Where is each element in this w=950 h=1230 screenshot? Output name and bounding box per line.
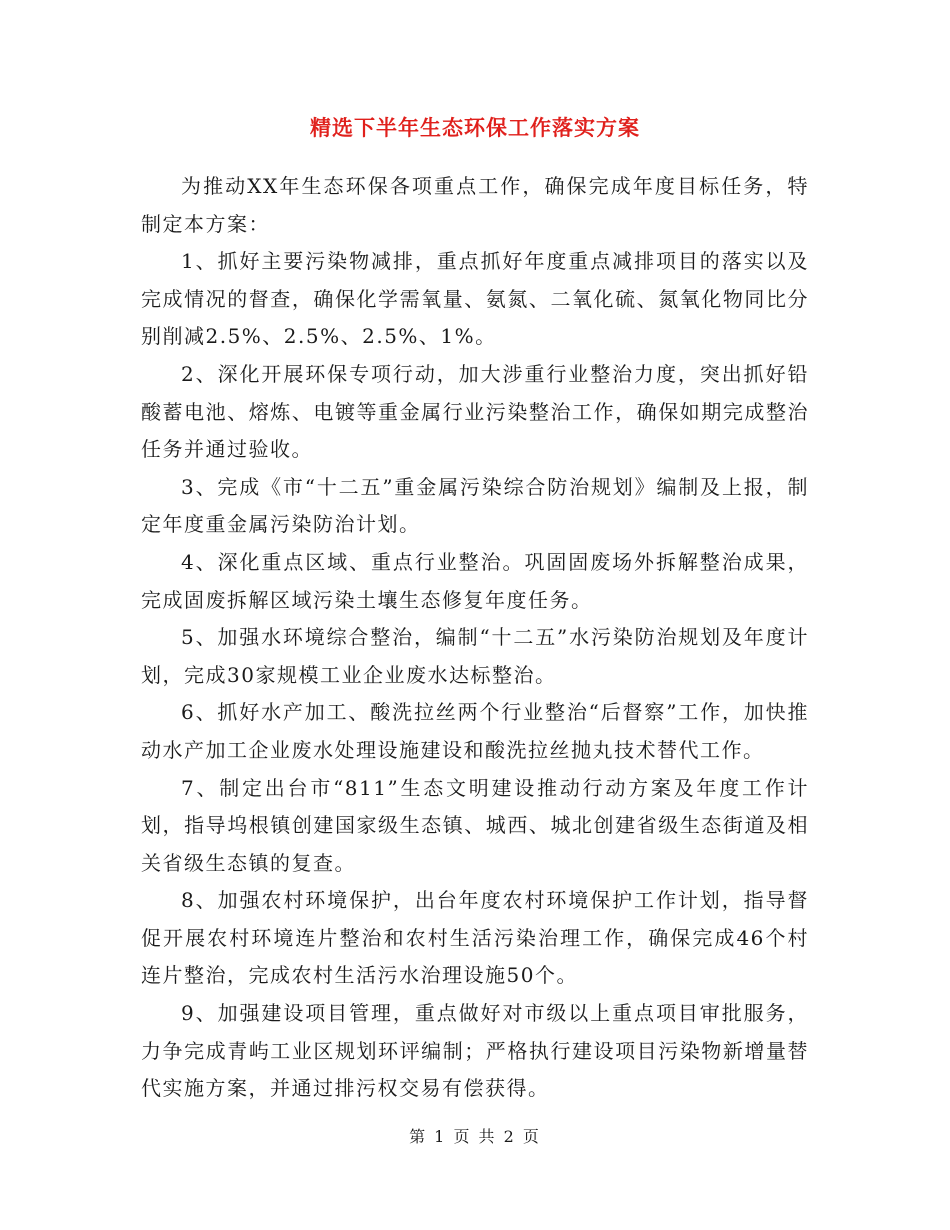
item-paragraph-1: 1、抓好主要污染物减排，重点抓好年度重点减排项目的落实以及完成情况的督查，确保化学需氧量、氨氮、二氧化硫、氮氧化物同比分别削减2.5%、2.5%、2.5%、1%。 [141, 249, 809, 349]
intro-paragraph: 为推动XX年生态环保各项重点工作，确保完成年度目标任务，特制定本方案： [141, 174, 809, 236]
item-paragraph-3: 3、完成《市“十二五”重金属污染综合防治规划》编制及上报，制定年度重金属污染防治计划。 [141, 474, 809, 537]
item-paragraph-4: 4、深化重点区域、重点行业整治。巩固固废场外拆解整治成果，完成固废拆解区域污染土壤生态修复年度任务。 [141, 549, 809, 612]
item-paragraph-5: 5、加强水环境综合整治，编制“十二五”水污染防治规划及年度计划，完成30家规模工业企业废水达标整治。 [141, 625, 809, 687]
item-paragraph-9: 9、加强建设项目管理，重点做好对市级以上重点项目审批服务，力争完成青屿工业区规划环评编制；严格执行建设项目污染物新增量替代实施方案，并通过排污权交易有偿获得。 [141, 1001, 809, 1101]
item-paragraph-2: 2、深化开展环保专项行动，加大涉重行业整治力度，突出抓好铅酸蓄电池、熔炼、电镀等重金属行业污染整治工作，确保如期完成整治任务并通过验收。 [141, 361, 809, 462]
item-paragraph-7: 7、制定出台市“811”生态文明建设推动行动方案及年度工作计划，指导坞根镇创建国家级生态镇、城西、城北创建省级生态街道及相关省级生态镇的复查。 [141, 775, 809, 875]
page-footer: 第 1 页 共 2 页 [409, 1127, 541, 1146]
item-paragraph-6: 6、抓好水产加工、酸洗拉丝两个行业整治“后督察”工作，加快推动水产加工企业废水处理设施建设和酸洗拉丝抛丸技术替代工作。 [141, 700, 809, 762]
document-body [141, 168, 809, 1108]
document-title: 精选下半年生态环保工作落实方案 [310, 115, 640, 140]
item-paragraph-8: 8、加强农村环境保护，出台年度农村环境保护工作计划，指导督促开展农村环境连片整治和农村生活污染治理工作，确保完成46个村连片整治，完成农村生活污水治理设施50个。 [141, 888, 809, 988]
